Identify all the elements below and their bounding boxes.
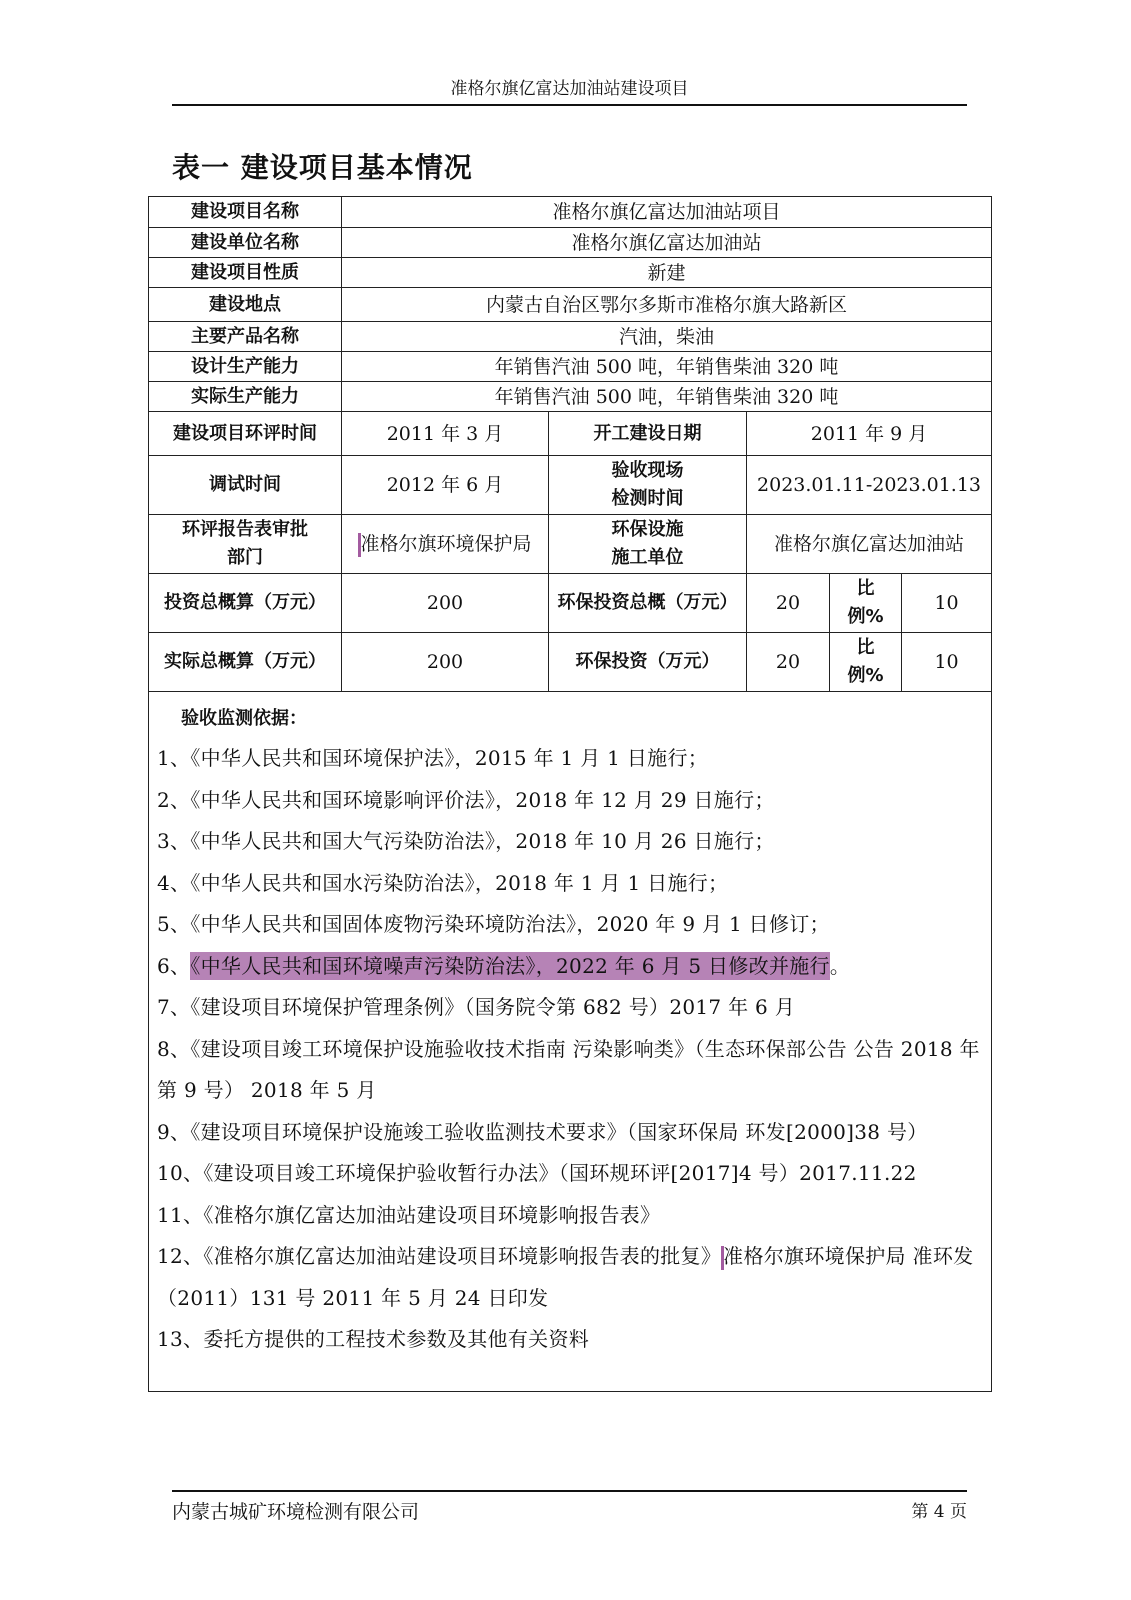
label-line: 比 (856, 578, 875, 599)
table-row (149, 412, 992, 456)
basis-item-prefix: 6、 (157, 953, 191, 978)
table-row (149, 288, 992, 322)
table-row (149, 382, 992, 412)
basis-item-text: 准格尔旗环境保护局 准环发（2011）131 号 2011 年 5 月 24 日印发 (157, 1244, 974, 1310)
value-inspection-time: 2023.01.11-2023.01.13 (747, 456, 992, 515)
label-project-nature: 建设项目性质 (149, 258, 342, 288)
footer-rule (172, 1490, 967, 1492)
label-trial-time: 调试时间 (149, 456, 342, 515)
value-design-capacity: 年销售汽油 500 吨，年销售柴油 320 吨 (342, 352, 992, 382)
value-project-name: 准格尔旗亿富达加油站项目 (342, 197, 992, 228)
table-row (149, 633, 992, 692)
table-row (149, 197, 992, 228)
basis-title: 验收监测依据： (181, 708, 307, 729)
value-construction-unit: 准格尔旗亿富达加油站 (747, 515, 992, 574)
table-row (149, 515, 992, 574)
label-construction-unit (549, 515, 747, 574)
basis-item: 8、《建设项目竣工环境保护设施验收技术指南 污染影响类》（生态环保部公告 公告 2018 年 第 9 号） 2018 年 5 月 (157, 1036, 980, 1102)
basis-item: 4、《中华人民共和国水污染防治法》，2018 年 1 月 1 日施行； (157, 870, 729, 895)
value-unit-name: 准格尔旗亿富达加油站 (342, 228, 992, 258)
basis-item: 7、《建设项目环境保护管理条例》（国务院令第 682 号）2017 年 6 月 (157, 995, 796, 1019)
label-actual-investment: 实际总概算（万元） (149, 633, 342, 692)
label-line: 例% (847, 606, 884, 627)
table-row (149, 322, 992, 352)
basis-item-annotated (157, 1236, 983, 1319)
label-line: 比 (856, 637, 875, 658)
value-total-investment: 200 (342, 574, 549, 633)
basis-item: 2、《中华人民共和国环境影响评价法》，2018 年 12 月 29 日施行； (157, 787, 775, 812)
label-line: 验收现场 (611, 460, 684, 481)
basis-item-suffix: 。 (829, 953, 851, 978)
value-project-nature: 新建 (342, 258, 992, 288)
value-env-investment: 20 (747, 574, 830, 633)
footer-company: 内蒙古城矿环境检测有限公司 (172, 1501, 420, 1523)
value-location: 内蒙古自治区鄂尔多斯市准格尔旗大路新区 (342, 288, 992, 322)
label-line: 部门 (227, 547, 263, 568)
table-row (149, 258, 992, 288)
label-actual-ratio (830, 633, 902, 692)
table-row (149, 352, 992, 382)
label-line: 检测时间 (611, 488, 684, 509)
basis-item: 9、《建设项目环境保护设施竣工验收监测技术要求》（国家环保局 环发[2000]38 号） (157, 1119, 928, 1144)
value-trial-time: 2012 年 6 月 (342, 456, 549, 515)
value-actual-ratio: 10 (902, 633, 992, 692)
label-inspection-time (549, 456, 747, 515)
header-rule (172, 104, 967, 106)
label-ratio (830, 574, 902, 633)
label-env-investment: 环保投资总概（万元） (549, 574, 747, 633)
value-start-date: 2011 年 9 月 (747, 412, 992, 456)
table-row (149, 574, 992, 633)
section-title: 表一 建设项目基本情况 (172, 151, 473, 184)
page-header: 准格尔旗亿富达加油站建设项目 (450, 79, 689, 99)
page-number: 第 4 页 (911, 1502, 967, 1522)
label-location: 建设地点 (149, 288, 342, 322)
basis-item: 13、委托方提供的工程技术参数及其他有关资料 (157, 1327, 590, 1351)
basis-item: 1、《中华人民共和国环境保护法》，2015 年 1 月 1 日施行； (157, 746, 709, 770)
table-row (149, 228, 992, 258)
value-approval-dept-cell (342, 515, 549, 574)
value-ratio: 10 (902, 574, 992, 633)
label-line: 环保设施 (611, 519, 684, 540)
basis-item: 3、《中华人民共和国大气污染防治法》，2018 年 10 月 26 日施行； (157, 829, 775, 853)
label-project-name: 建设项目名称 (149, 197, 342, 228)
label-approval-dept (149, 515, 342, 574)
basis-item: 11、《准格尔旗亿富达加油站建设项目环境影响报告表》 (157, 1202, 661, 1227)
label-design-capacity: 设计生产能力 (149, 352, 342, 382)
basis-cell (149, 692, 992, 1392)
value-actual-investment: 200 (342, 633, 549, 692)
value-actual-capacity: 年销售汽油 500 吨，年销售柴油 320 吨 (342, 382, 992, 412)
value-approval-dept: 准格尔旗环境保护局 (360, 533, 532, 555)
label-line: 环评报告表审批 (182, 519, 308, 540)
label-line: 施工单位 (611, 547, 684, 568)
value-actual-env-investment: 20 (747, 633, 830, 692)
label-actual-env-investment: 环保投资（万元） (549, 633, 747, 692)
value-products: 汽油，柴油 (342, 322, 992, 352)
table-row (149, 692, 992, 1392)
label-line: 例% (847, 665, 884, 686)
basis-item: 5、《中华人民共和国固体废物污染环境防治法》，2020 年 9 月 1 日修订； (157, 912, 830, 936)
project-info-table (148, 196, 992, 1392)
label-total-investment: 投资总概算（万元） (149, 574, 342, 633)
basis-item-text: 12、《准格尔旗亿富达加油站建设项目环境影响报告表的批复》 (157, 1244, 722, 1268)
label-actual-capacity: 实际生产能力 (149, 382, 342, 412)
label-products: 主要产品名称 (149, 322, 342, 352)
basis-item: 10、《建设项目竣工环境保护验收暂行办法》（国环规环评[2017]4 号）2017.11.22 (157, 1161, 917, 1185)
label-unit-name: 建设单位名称 (149, 228, 342, 258)
basis-item-highlighted (157, 946, 983, 988)
highlighted-text: 《中华人民共和国环境噪声污染防治法》，2022 年 6 月 5 日修改并施行 (190, 953, 830, 978)
label-eia-time: 建设项目环评时间 (149, 412, 342, 456)
table-row (149, 456, 992, 515)
value-eia-time: 2011 年 3 月 (342, 412, 549, 456)
label-start-date: 开工建设日期 (549, 412, 747, 456)
